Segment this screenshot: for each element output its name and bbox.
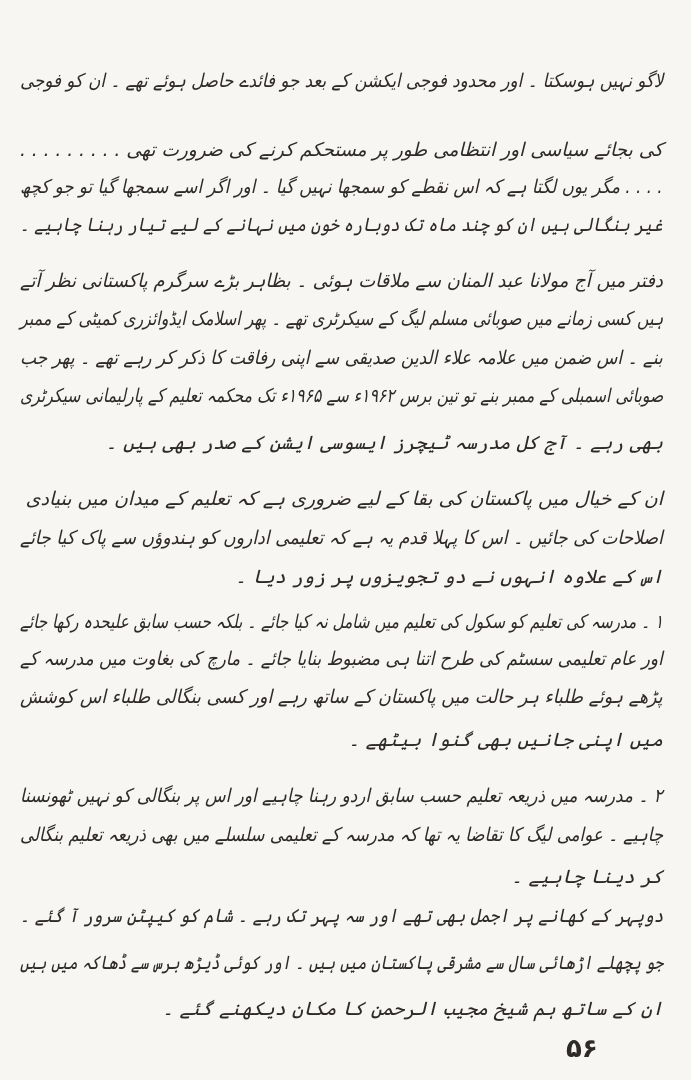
text-line: اور عام تعلیمی سسٹم کی طرح اتنا ہی مضبوط بنایا جائے ۔ مارچ کی بغاوت میں مدرسہ کے xyxy=(20,648,663,670)
text-line: اصلاحات کی جائیں ۔ اس کا پہلا قدم یہ ہے کہ تعلیمی اداروں کو ہندوؤں سے پاک کیا جائے xyxy=(20,527,663,549)
text-line: بنے ۔ اس ضمن میں علامہ علاء الدین صدیقی سے اپنی رفاقت کا ذکر کر رہے تھے ۔ پھر جب xyxy=(20,347,663,369)
text-line: کر دینا چاہیے ۔ xyxy=(511,866,663,888)
page-number: ۵۶ xyxy=(566,1034,598,1064)
text-line: ہیں کسی زمانے میں صوبائی مسلم لیگ کے سیکرٹری تھے ۔ پھر اسلامک ایڈوائزری کمیٹی کے ممبر xyxy=(19,308,663,330)
text-line: صوبائی اسمبلی کے ممبر بنے تو تین برس ۱۹۶۲ء سے ۱۹۶۵ء تک محکمہ تعلیم کے پارلیمانی سیکرٹری xyxy=(19,385,663,407)
text-line: جو پچھلے اڑھائی سال سے مشرقی پاکستان میں ہیں ۔ اور کوئی ڈیڑھ برس سے ڈھاکہ میں ہیں xyxy=(19,952,663,974)
text-line: ۱ ۔ مدرسہ کی تعلیم کو سکول کی تعلیم میں شامل نہ کیا جائے ۔ بلکہ حسب سابق علیحدہ رکھا جائے xyxy=(20,611,663,633)
text-line: دوپہر کے کھانے پر اجمل بھی تھے اور سہ پہر تک رہے ۔ شام کو کیپٹن سرور آ گئے ۔ xyxy=(19,905,663,927)
text-line: ان کے خیال میں پاکستان کی بقا کے لیے ضروری ہے کہ تعلیم کے میدان میں بنیادی xyxy=(25,488,663,510)
text-line: غیر بنگالی ہیں ان کو چند ماہ تک دوبارہ خون میں نہانے کے لیے تیار رہنا چاہیے ۔ xyxy=(20,214,663,236)
text-line: . . . . مگر یوں لگتا ہے کہ اس نقطے کو سمجھا نہیں گیا ۔ اور اگر اسے سمجھا گیا تو جو کچھ xyxy=(20,176,663,198)
text-line: لاگو نہیں ہوسکتا ۔ اور محدود فوجی ایکشن کے بعد جو فائدے حاصل ہوئے تھے ۔ ان کو فوجی xyxy=(19,70,663,92)
text-line: چاہیے ۔ عوامی لیگ کا تقاضا یہ تھا کہ مدرسہ کے تعلیمی سلسلے میں بھی ذریعہ تعلیم بنگالی xyxy=(19,824,663,846)
text-line: ۲ ۔ مدرسہ میں ذریعہ تعلیم حسب سابق اردو رہنا چاہیے اور اس پر بنگالی کو نہیں ٹھونسنا xyxy=(20,785,663,807)
text-line: ان کے ساتھ ہم شیخ مجیب الرحمن کا مکان دیکھنے گئے ۔ xyxy=(162,998,663,1020)
text-line: کی بجائے سیاسی اور انتظامی طور پر مستحکم کرنے کی ضرورت تھی . . . . . . . . . xyxy=(19,139,663,161)
text-line: اس کے علاوہ انہوں نے دو تجویزوں پر زور دیا ۔ xyxy=(235,566,663,588)
text-line: میں اپنی جانیں بھی گنوا بیٹھے ۔ xyxy=(348,729,663,751)
text-line: پڑھے ہوئے طلباء ہر حالت میں پاکستان کے ساتھ رہے اور کسی بنگالی طلباء اس کوشش xyxy=(20,686,663,708)
text-line: دفتر میں آج مولانا عبد المنان سے ملاقات ہوئی ۔ بظاہر بڑے سرگرم پاکستانی نظر آتے xyxy=(20,270,663,292)
text-line: بھی رہے ۔ آج کل مدرسہ ٹیچرز ایسوسی ایشن کے صدر بھی ہیں ۔ xyxy=(105,432,663,454)
